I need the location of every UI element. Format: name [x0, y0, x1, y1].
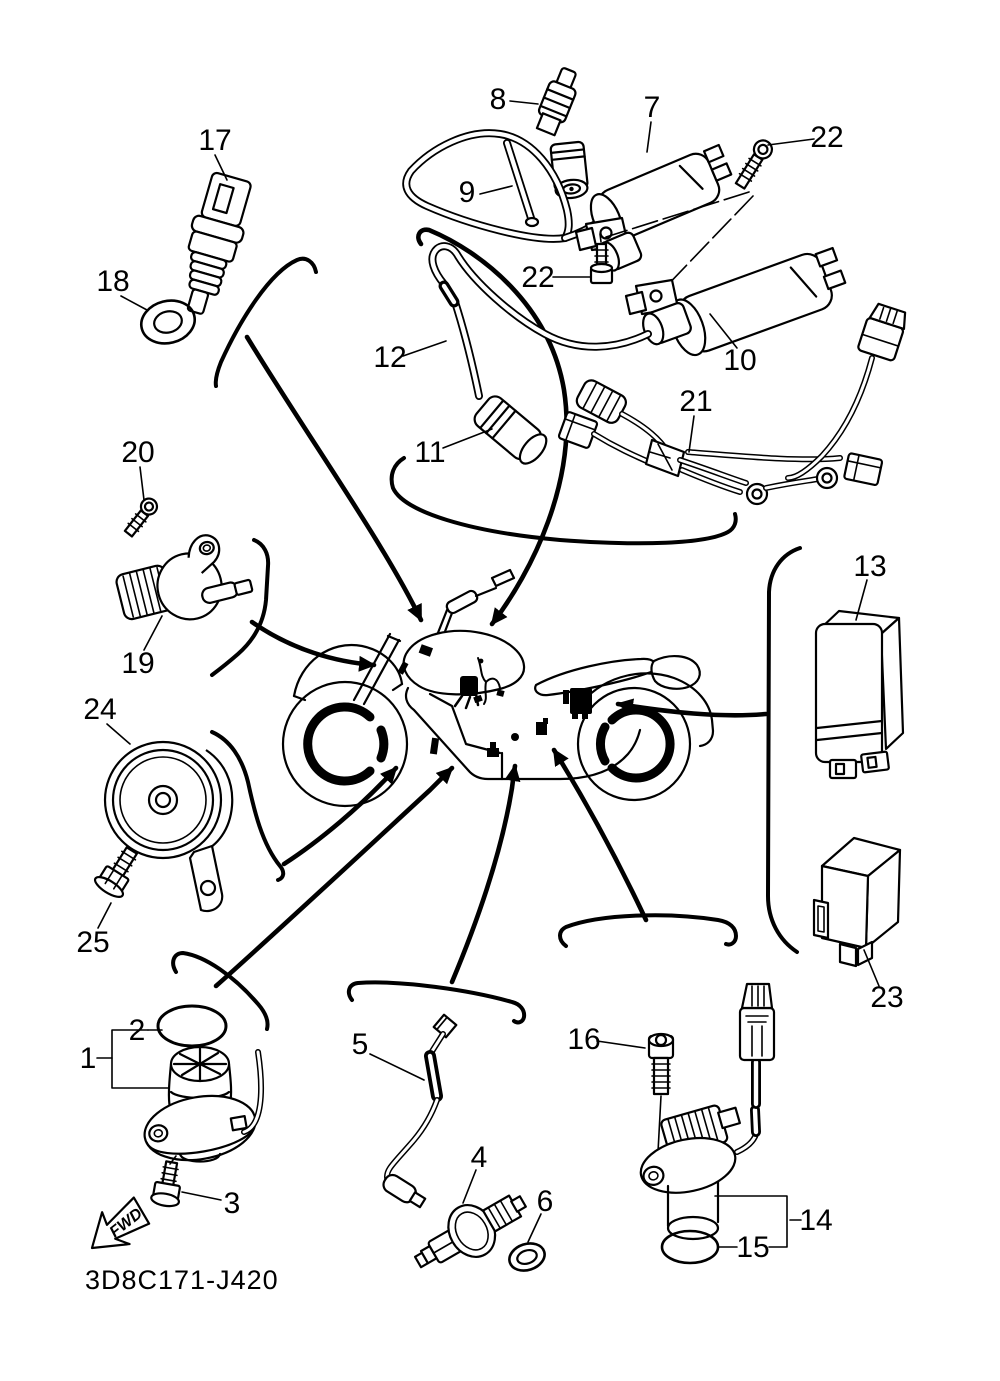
fwd-arrow — [78, 1191, 154, 1263]
callout-22-top: 22 — [810, 121, 844, 154]
screw-20 — [122, 495, 160, 538]
ignition-coil-10 — [626, 244, 851, 359]
sensor-connector — [740, 984, 774, 1060]
sensor-19 — [111, 527, 256, 635]
diagram-code: 3D8C171-J420 — [85, 1265, 279, 1295]
callout-18: 18 — [96, 265, 130, 298]
callout-24: 24 — [83, 693, 117, 726]
callout-21: 21 — [679, 385, 713, 418]
callout-16: 16 — [567, 1023, 601, 1056]
spark-plug-cap-8 — [532, 65, 589, 200]
callout-15: 15 — [736, 1231, 770, 1264]
motorcycle-outline — [283, 570, 713, 806]
callout-14: 14 — [799, 1204, 833, 1237]
relay-23 — [814, 838, 900, 966]
callout-11: 11 — [414, 436, 446, 469]
callout-3: 3 — [223, 1187, 241, 1220]
callout-25: 25 — [76, 926, 110, 959]
callout-6: 6 — [536, 1185, 554, 1218]
callout-1: 1 — [79, 1042, 97, 1075]
lead-wire-connector — [788, 302, 909, 478]
callout-17: 17 — [198, 124, 232, 157]
callout-2: 2 — [128, 1014, 146, 1047]
callout-10: 10 — [723, 344, 757, 377]
bolt-3 — [150, 1160, 185, 1208]
callout-9: 9 — [458, 176, 476, 209]
callout-19: 19 — [121, 647, 155, 680]
bolt-16 — [649, 1034, 673, 1094]
ecu-13 — [816, 611, 903, 778]
callout-12: 12 — [373, 341, 407, 374]
lead-5 — [380, 1015, 456, 1211]
o-ring-2 — [158, 1006, 226, 1046]
callout-22-mid: 22 — [521, 261, 555, 294]
callout-13: 13 — [853, 550, 887, 583]
washer-6 — [506, 1239, 548, 1275]
fwd-label: FWD — [106, 1205, 146, 1242]
callout-20: 20 — [121, 436, 155, 469]
speed-sensor-14 — [636, 984, 774, 1239]
callout-4: 4 — [470, 1141, 488, 1174]
callout-5: 5 — [351, 1028, 369, 1061]
callout-23: 23 — [870, 981, 904, 1014]
callout-7: 7 — [643, 91, 661, 124]
callout-8: 8 — [489, 83, 507, 116]
spark-plug-cap-11 — [471, 393, 552, 469]
temp-sensor-17 — [169, 170, 258, 319]
switch-1 — [139, 1047, 261, 1168]
